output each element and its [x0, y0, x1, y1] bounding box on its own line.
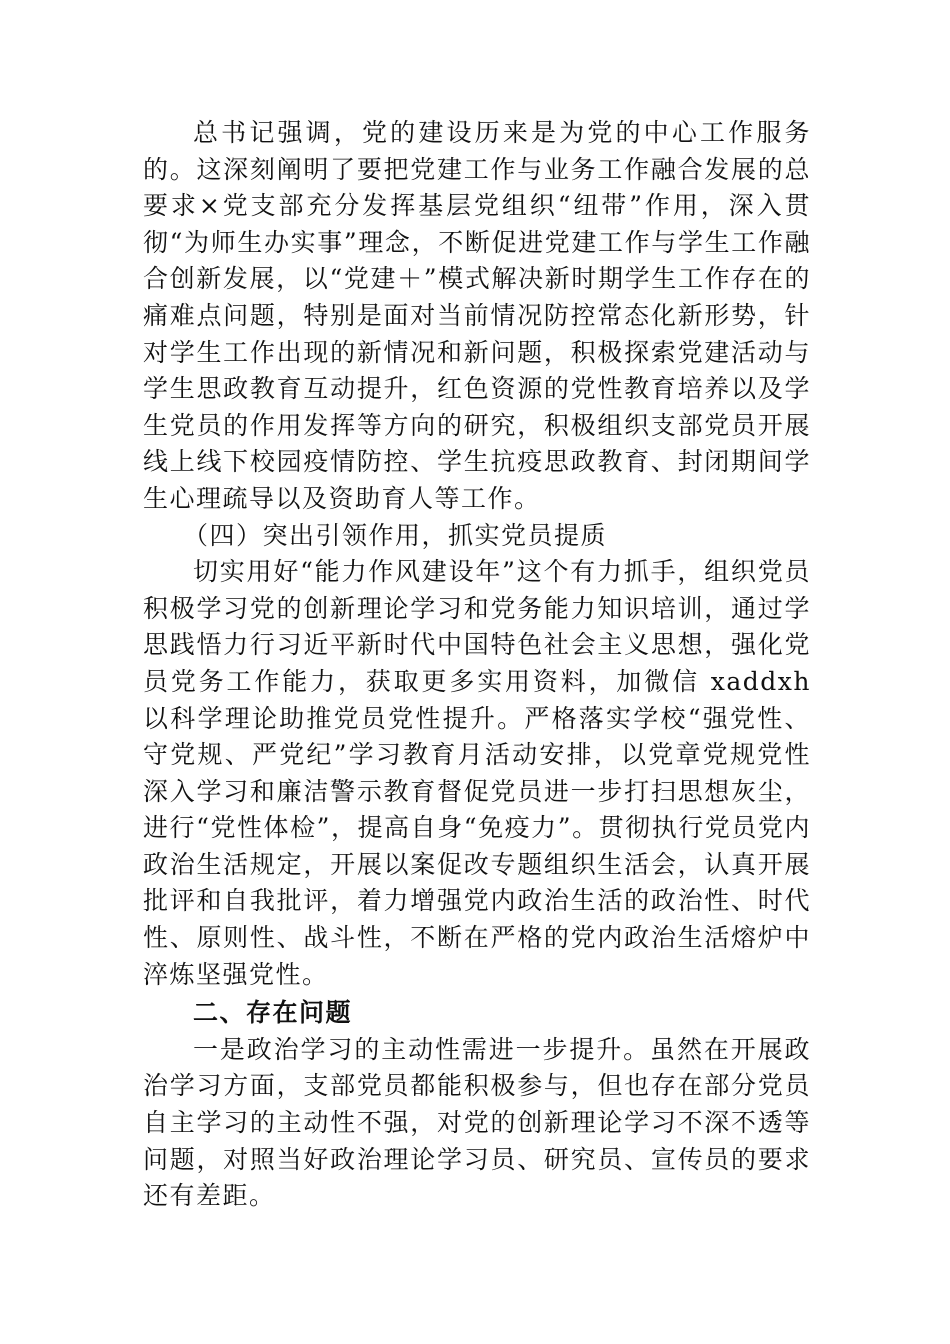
paragraph-party-building-integration: 总书记强调，党的建设历来是为党的中心工作服务的。这深刻阐明了要把党建工作与业务工作融合发展的总要求×党支部充分发挥基层党组织“纽带”作用，深入贯彻“为师生办实事”理念，不断促进党建工作与学生工作融合创新发展，以“党建＋”模式解决新时期学生工作存在的痛难点问题，特别是面对当前情况防控常态化新形势，针对学生工作出现的新情况和新问题，积极探索党建活动与学生思政教育互动提升，红色资源的党性教育培养以及学生党员的作用发挥等方向的研究，积极组织支部党员开展线上线下校园疫情防控、学生抗疫思政教育、封闭期间学生心理疏导以及资助育人等工作。 — [143, 118, 811, 513]
document-body — [143, 115, 811, 1215]
paragraph-member-quality: 切实用好“能力作风建设年”这个有力抓手，组织党员积极学习党的创新理论学习和党务能力知识培训，通过学思践悟力行习近平新时代中国特色社会主义思想，强化党员党务工作能力，获取更多实用资料，加微信 xaddxh 以科学理论助推党员党性提升。严格落实学校“强党性、守党规、严党纪”学习教育月活动安排，以党章党规党性深入学习和廉洁警示教育督促党员进一步打扫思想灰尘，进行“党性体检”，提高自身“免疫力”。贯彻执行党员党内政治生活规定，开展以案促改专题组织生活会，认真开展批评和自我批评，着力增强党内政治生活的政治性、时代性、原则性、战斗性，不断在严格的党内政治生活熔炉中淬炼坚强党性。 — [143, 557, 811, 989]
paragraph-political-study: 一是政治学习的主动性需进一步提升。虽然在开展政治学习方面，支部党员都能积极参与，但也存在部分党员自主学习的主动性不强，对党的创新理论学习不深不透等问题，对照当好政治理论学习员、研究员、宣传员的要求还有差距。 — [143, 1034, 811, 1211]
section-heading-existing-problems: 二、存在问题 — [193, 998, 353, 1028]
subheading-leading-role: （四）突出引领作用，抓实党员提质 — [183, 520, 608, 550]
